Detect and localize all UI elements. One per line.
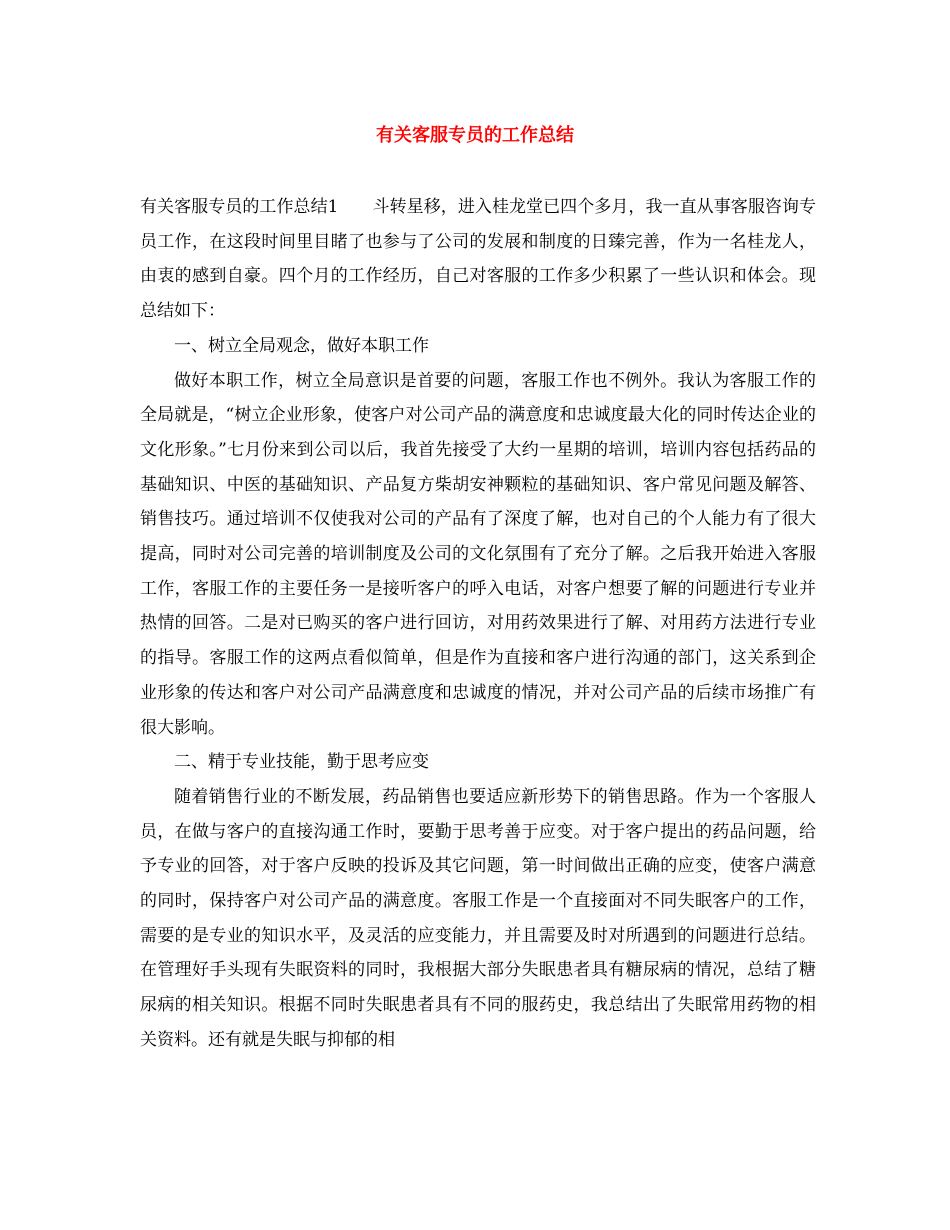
section-heading-2: 二、精于专业技能，勤于思考应变 bbox=[174, 752, 429, 773]
section-paragraph-1: 做好本职工作，树立全局意识是首要的问题，客服工作也不例外。我认为客服工作的全局就是，“树立企业形象，使客户对公司产品的满意度和忠诚度最大化的同时传达企业的文化形象。”七月份来到公司以后，我首先接受了大约一星期的培训，培训内容包括药品的基础知识、中医的基础知识、产品复方柴胡安神颗粒的基础知识、客户常见问题及解答、销售技巧。通过培训不仅使我对公司的产品有了深度了解，也对自己的个人能力有了很大提高，同时对公司完善的培训制度及公司的文化氛围有了充分了解。之后我开始进入客服工作，客服工作的主要任务一是接听客户的呼入电话，对客户想要了解的问题进行专业并热情的回答。二是对已购买的客户进行回访，对用药效果进行了解、对用药方法进行专业的指导。客服工作的这两点看似简单，但是作为直接和客户进行沟通的部门，这关系到企业形象的传达和客户对公司产品满意度和忠诚度的情况，并对公司产品的后续市场推广有很大影响。 bbox=[140, 370, 816, 738]
intro-text: 斗转星移，进入桂龙堂已四个多月，我一直从事客服咨询专员工作，在这段时间里目睹了也参与了公司的发展和制度的日臻完善，作为一名桂龙人，由衷的感到自豪。四个月的工作经历，自己对客服的工作多少积累了一些认识和体会。现总结如下： bbox=[140, 197, 816, 322]
intro-paragraph bbox=[140, 190, 816, 329]
document-body bbox=[140, 190, 816, 1058]
section-heading-1: 一、树立全局观念，做好本职工作 bbox=[174, 335, 429, 356]
section-paragraph-2: 随着销售行业的不断发展，药品销售也要适应新形势下的销售思路。作为一个客服人员，在做与客户的直接沟通工作时，要勤于思考善于应变。对于客户提出的药品问题，给予专业的回答，对于客户反映的投诉及其它问题，第一时间做出正确的应变，使客户满意的同时，保持客户对公司产品的满意度。客服工作是一个直接面对不同失眠客户的工作，需要的是专业的知识水平，及灵活的应变能力，并且需要及时对所遇到的问题进行总结。在管理好手头现有失眠资料的同时，我根据大部分失眠患者具有糖尿病的情况，总结了糖尿病的相关知识。根据不同时失眠患者具有不同的服药史，我总结出了失眠常用药物的相关资料。还有就是失眠与抑郁的相 bbox=[140, 786, 816, 1050]
document-title: 有关客服专员的工作总结 bbox=[376, 125, 574, 146]
intro-label: 有关客服专员的工作总结1 bbox=[140, 197, 339, 217]
